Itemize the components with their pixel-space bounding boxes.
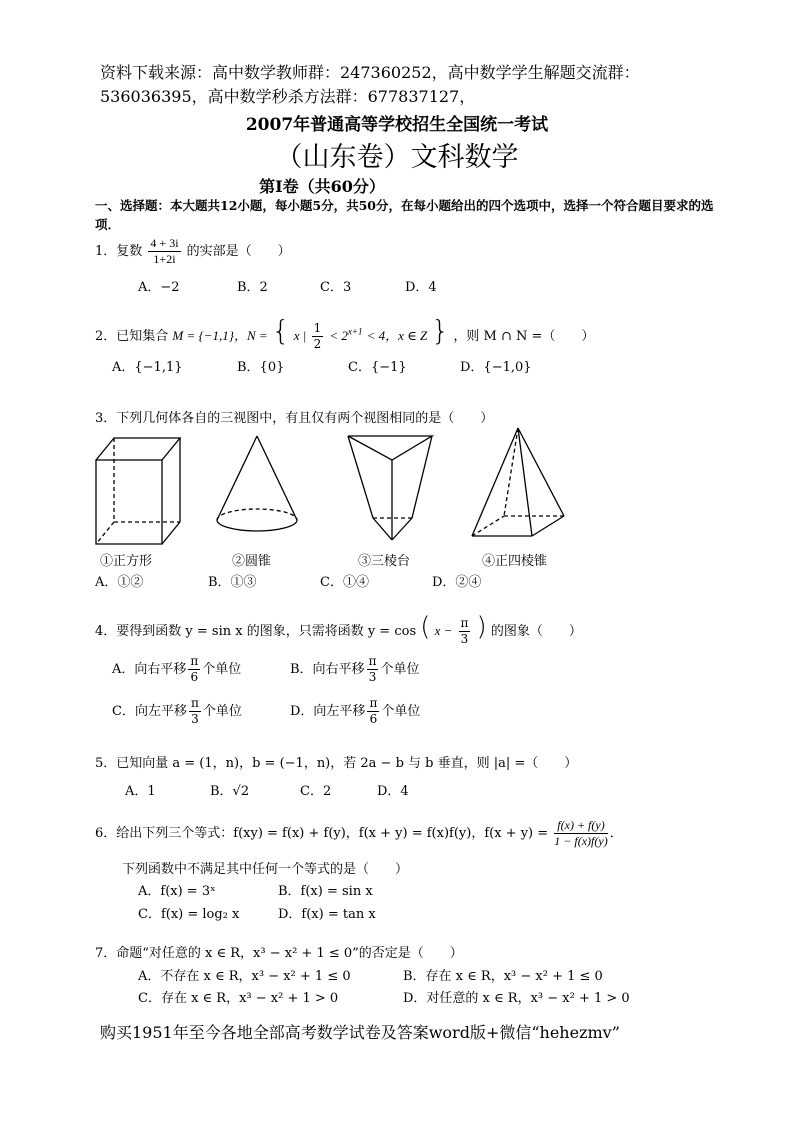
q6-end: ． — [609, 826, 623, 841]
pyramid-base-right — [532, 516, 564, 536]
q4-b-num: π — [368, 654, 377, 668]
q1-suffix: 的实部是（ ） — [186, 244, 291, 259]
question-5: 5．已知向量 a = (1，n)，b = (−1，n)，若 2a − b 与 b 垂直，则 |a| =（ ） — [95, 756, 578, 771]
q4-d-frac — [367, 696, 379, 727]
q1-fraction — [148, 236, 180, 267]
q2-half-num: 1 — [313, 321, 322, 335]
q6-fraction — [554, 818, 607, 849]
q4-d-num: π — [369, 696, 378, 710]
q6-numerator: f(x) + f(y) — [554, 818, 607, 834]
exam-subtitle: （山东卷）文科数学 — [275, 142, 519, 173]
pyramid-hidden-edge — [504, 428, 518, 516]
exam-title: 2007年普通高等学校招生全国统一考试 — [245, 115, 549, 135]
q4-inner: x − — [434, 623, 453, 638]
cone-base-back — [217, 509, 297, 520]
footer-ad: 购买1951年至今各地全部高考数学试卷及答案word版+微信“hehezmv” — [100, 1023, 620, 1042]
question-3: 3．下列几何体各自的三视图中，有且仅有两个视图相同的是（ ） — [95, 411, 494, 426]
cube-top-edges — [96, 438, 180, 460]
q6-denominator: 1 − f(x)f(y) — [554, 834, 608, 848]
q6-option-d: D．f(x) = tan x — [278, 907, 376, 922]
q4-b-pre: B．向右平移 — [290, 662, 365, 677]
q4-right-paren: ) — [476, 612, 487, 642]
q7-option-d: D．对任意的 x ∈ R，x³ − x² + 1 > 0 — [403, 991, 630, 1006]
cube-bottom-right-edge — [162, 522, 180, 544]
q4-option-c — [112, 696, 242, 727]
q4-a-num: π — [190, 654, 199, 668]
cube-front-face — [96, 460, 162, 544]
q4-option-a — [112, 654, 241, 685]
q2-set-m: M = {−1,1}，N = — [172, 328, 268, 343]
q2-ineq2: < 4，x ∈ Z — [366, 328, 428, 343]
q4-c-den: 3 — [191, 712, 199, 726]
q4-c-num: π — [190, 696, 199, 710]
q2-option-b: B．{0} — [237, 360, 285, 375]
q7-option-a: A．不存在 x ∈ R，x³ − x² + 1 ≤ 0 — [138, 969, 351, 984]
q2-option-c: C．{−1} — [348, 360, 407, 375]
q1-option-c: C．3 — [320, 280, 352, 295]
q4-suffix: 的图象（ ） — [490, 624, 582, 639]
figure-label-3: ③三棱台 — [358, 554, 411, 569]
q4-c-frac — [189, 696, 201, 727]
figure-label-1: ①正方形 — [100, 554, 153, 569]
q2-option-d: D．{−1,0} — [460, 360, 532, 375]
q4-d-den: 6 — [369, 712, 378, 726]
cone-left-side — [217, 436, 257, 520]
q4-a-den: 6 — [190, 670, 199, 684]
q6-option-c: C．f(x) = log₂ x — [138, 907, 240, 922]
pyramid-edge-3 — [518, 428, 564, 516]
frustum-bottom-left — [373, 518, 392, 540]
q6-line2: 下列函数中不满足其中任何一个等式的是（ ） — [122, 862, 409, 877]
q4-b-frac — [367, 654, 379, 685]
q1-option-b: B．2 — [237, 280, 268, 295]
q4-b-den: 3 — [368, 670, 377, 684]
q4-pi: π — [460, 616, 469, 630]
q4-a-frac — [188, 654, 200, 685]
q4-a-pre: A．向右平移 — [112, 662, 187, 677]
q7-option-c: C．存在 x ∈ R，x³ − x² + 1 > 0 — [138, 991, 339, 1006]
q4-prefix: 4．要得到函数 y = sin x 的图象，只需将函数 y = cos — [95, 624, 417, 639]
q7-option-b: B．存在 x ∈ R，x³ − x² + 1 ≤ 0 — [403, 969, 603, 984]
section-heading: 一、选择题：本大题共12小题，每小题5分，共50分，在每小题给出的四个选项中，选择一个符合题目要求的选项． — [95, 198, 714, 232]
frustum-right-edge — [412, 436, 432, 518]
figure-cube — [92, 432, 182, 547]
figure-pyramid — [468, 426, 568, 546]
question-7: 7．命题“对任意的 x ∈ R，x³ − x² + 1 ≤ 0”的否定是（ ） — [95, 946, 463, 961]
q1-denominator: 1+2i — [153, 252, 176, 266]
figure-label-4: ④正四棱锥 — [482, 554, 548, 569]
q4-a-post: 个单位 — [202, 662, 242, 677]
pyramid-edge-1 — [472, 428, 518, 536]
figure-frustum — [340, 432, 440, 547]
q2-half — [312, 321, 324, 352]
cone-base-front — [217, 520, 297, 531]
pyramid-edge-2 — [518, 428, 532, 536]
q4-b-post: 个单位 — [380, 662, 420, 677]
part-title: 第Ⅰ卷（共60分） — [259, 177, 385, 196]
figure-label-2: ②圆锥 — [232, 554, 272, 569]
frustum-top-face — [348, 436, 432, 460]
question-2 — [95, 314, 594, 352]
q1-option-d: D．4 — [405, 280, 437, 295]
q2-half-den: 2 — [313, 337, 322, 351]
question-4 — [95, 612, 582, 647]
q2-option-a: A．{−1,1} — [112, 360, 183, 375]
q4-c-post: 个单位 — [202, 704, 242, 719]
q3-option-d: D．②④ — [432, 575, 482, 590]
q1-prefix: 1．复数 — [95, 244, 143, 259]
cone-right-side — [257, 436, 297, 520]
q4-pi-over-3 — [459, 616, 471, 647]
q2-exponent: x+1 — [347, 326, 363, 337]
q3-option-a: A．①② — [95, 575, 144, 590]
q4-d-post: 个单位 — [381, 704, 421, 719]
source-line-1: 资料下载来源：高中数学教师群：247360252，高中数学学生解题交流群： — [100, 63, 640, 82]
question-6 — [95, 818, 623, 849]
q2-right-brace: } — [431, 314, 450, 347]
q6-prefix: 6．给出下列三个等式：f(xy) = f(x) + f(y)，f(x + y) = f(x)f(y)，f(x + y) = — [95, 826, 549, 841]
q5-option-b: B．√2 — [210, 784, 250, 799]
question-1 — [95, 236, 291, 267]
q4-left-paren: ( — [420, 612, 431, 642]
q4-option-b — [290, 654, 419, 685]
q4-d-pre: D．向左平移 — [290, 704, 366, 719]
q2-set-n-inner: x | — [293, 328, 310, 343]
q2-left-brace: { — [271, 314, 290, 347]
q1-option-a: A．−2 — [138, 280, 180, 295]
q6-option-a: A．f(x) = 3ˣ — [138, 884, 216, 899]
q4-c-pre: C．向左平移 — [112, 704, 187, 719]
q6-option-b: B．f(x) = sin x — [278, 884, 373, 899]
q5-option-d: D．4 — [377, 784, 409, 799]
q3-option-c: C．①④ — [320, 575, 369, 590]
q4-option-d — [290, 696, 420, 727]
figure-cone — [212, 432, 302, 550]
q2-ineq: < 2 — [329, 328, 348, 343]
q2-suffix: ，则 M ∩ N =（ ） — [453, 329, 595, 344]
q2-prefix: 2．已知集合 — [95, 329, 169, 344]
q4-three: 3 — [460, 632, 469, 646]
source-line-2: 536036395，高中数学秒杀方法群：677837127， — [100, 87, 476, 106]
cube-hidden-diagonal — [96, 522, 114, 544]
q5-option-a: A．1 — [125, 784, 156, 799]
q3-option-b: B．①③ — [208, 575, 257, 590]
frustum-bottom-right — [392, 518, 412, 540]
q5-option-c: C．2 — [300, 784, 332, 799]
q1-numerator: 4 + 3i — [150, 236, 179, 250]
